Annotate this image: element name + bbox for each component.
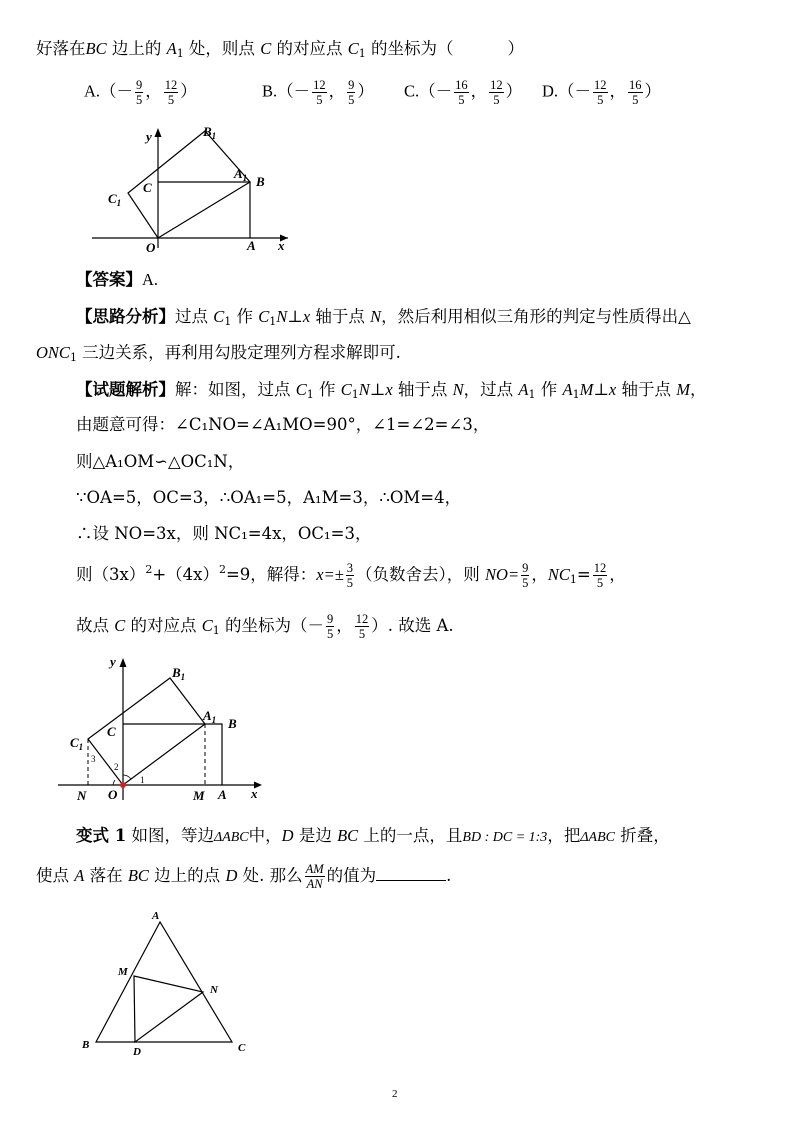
option-b: B.（－ $\frac{12}{5}$ ， $\frac{9}{5}$ ） bbox=[262, 78, 374, 107]
fig3-c-label: C bbox=[238, 1042, 246, 1054]
fig1-x-label: x bbox=[278, 238, 285, 253]
question-stem: 好落在BC 边上的 $A_1$ 处，则点 C 的对应点 $C_1$ 的坐标为（ ） bbox=[36, 39, 524, 60]
fig2-a-label: A bbox=[218, 787, 227, 802]
variant-line-2: 使点 A 落在 BC 边上的点 D 处. 那么 $\frac{AM}{AN}$ 的值为 . bbox=[36, 862, 452, 891]
solution-line-4: ∵OA=5，OC=3，∴OA₁=5，A₁M=3，∴OM=4， bbox=[76, 488, 462, 507]
solution-line-5: ∴设 NO=3x，则 NC₁=4x，OC₁=3， bbox=[76, 524, 372, 543]
fig2-b1-label: $B_1$ bbox=[172, 665, 186, 682]
page-number: 2 bbox=[392, 1088, 398, 1100]
fig1-a1-label: $A_1$ bbox=[234, 166, 248, 183]
answer-line: 【答案】A. bbox=[76, 270, 159, 289]
option-d: D.（－ $\frac{12}{5}$ ， $\frac{16}{5}$ ） bbox=[542, 78, 662, 107]
fig3-b-label: B bbox=[82, 1039, 90, 1051]
option-a: A.（－ $\frac{9}{5}$ ， $\frac{12}{5}$ ） bbox=[84, 78, 197, 107]
figure-2 bbox=[52, 650, 272, 808]
fig2-angle-3: 3 bbox=[91, 754, 96, 764]
solution-line-2: 由题意可得：∠C₁NO=∠A₁MO=90°，∠1=∠2=∠3， bbox=[76, 415, 490, 434]
fig1-a-label: A bbox=[247, 238, 256, 253]
fig2-angle-1: 1 bbox=[140, 775, 145, 785]
figure-1 bbox=[80, 118, 310, 258]
fig3-n-label: N bbox=[210, 984, 218, 996]
fig3-a-label: A bbox=[152, 910, 160, 922]
solution-line-7: 故点 C 的对应点 $C_1$ 的坐标为（－ $\frac{9}{5}$ ， $\frac{12}{5}$ ）. 故选 A. bbox=[76, 612, 454, 641]
analysis-line-1: 【思路分析】过点 $C_1$ 作 $C_1N\perp x$ 轴于点 N，然后利用相似三角形的判定与性质得出△ bbox=[76, 307, 691, 328]
solution-line-6: 则$(3x)^2+(4x)^2=9$，解得：x=± $\frac{3}{5}$ （负数舍去），则 NO= $\frac{9}{5}$ ，$NC_1=$ $\frac{12}{5}$ ， bbox=[76, 561, 626, 590]
fig1-b-label: B bbox=[256, 174, 265, 189]
variant-line-1: 变式 1 如图，等边ΔABC中，D 是边 BC 上的一点，且BD : DC = 1:3，把ΔABC 折叠， bbox=[76, 826, 670, 845]
answer-blank[interactable] bbox=[376, 864, 446, 881]
fig1-c-label: C bbox=[143, 180, 152, 195]
analysis-line-2: $ONC_1$ 三边关系，再利用勾股定理列方程求解即可. bbox=[36, 343, 401, 364]
fig2-a1-label: $A_1$ bbox=[203, 708, 217, 725]
fig2-y-label: y bbox=[110, 654, 116, 669]
fig1-o-label: O bbox=[146, 240, 156, 255]
fig3-d-label: D bbox=[133, 1046, 141, 1058]
fig2-c1-label: $C_1$ bbox=[70, 735, 84, 752]
fig1-y-label: y bbox=[146, 129, 152, 144]
fig2-c-label: C bbox=[107, 724, 116, 739]
solution-line-1: 【试题解析】解：如图，过点 $C_1$ 作 $C_1N\perp x$ 轴于点 N，过点 $A_1$ 作 $A_1M\perp x$ 轴于点 M， bbox=[76, 380, 707, 401]
fig1-b1-label: $B_1$ bbox=[203, 124, 217, 141]
option-c: C.（－ $\frac{16}{5}$ ， $\frac{12}{5}$ ） bbox=[404, 78, 523, 107]
fig2-angle-2: 2 bbox=[114, 762, 119, 772]
fig2-x-label: x bbox=[251, 786, 258, 801]
figure-3 bbox=[76, 906, 258, 1058]
solution-line-3: 则△A₁OM∽△OC₁N， bbox=[76, 452, 245, 471]
fig2-o-label: O bbox=[108, 787, 118, 802]
fig2-m-label: M bbox=[193, 788, 205, 803]
fig2-b-label: B bbox=[228, 716, 237, 731]
fig2-n-label: N bbox=[77, 788, 87, 803]
fig1-c1-label: $C_1$ bbox=[108, 191, 122, 208]
fig3-m-label: M bbox=[118, 966, 128, 978]
